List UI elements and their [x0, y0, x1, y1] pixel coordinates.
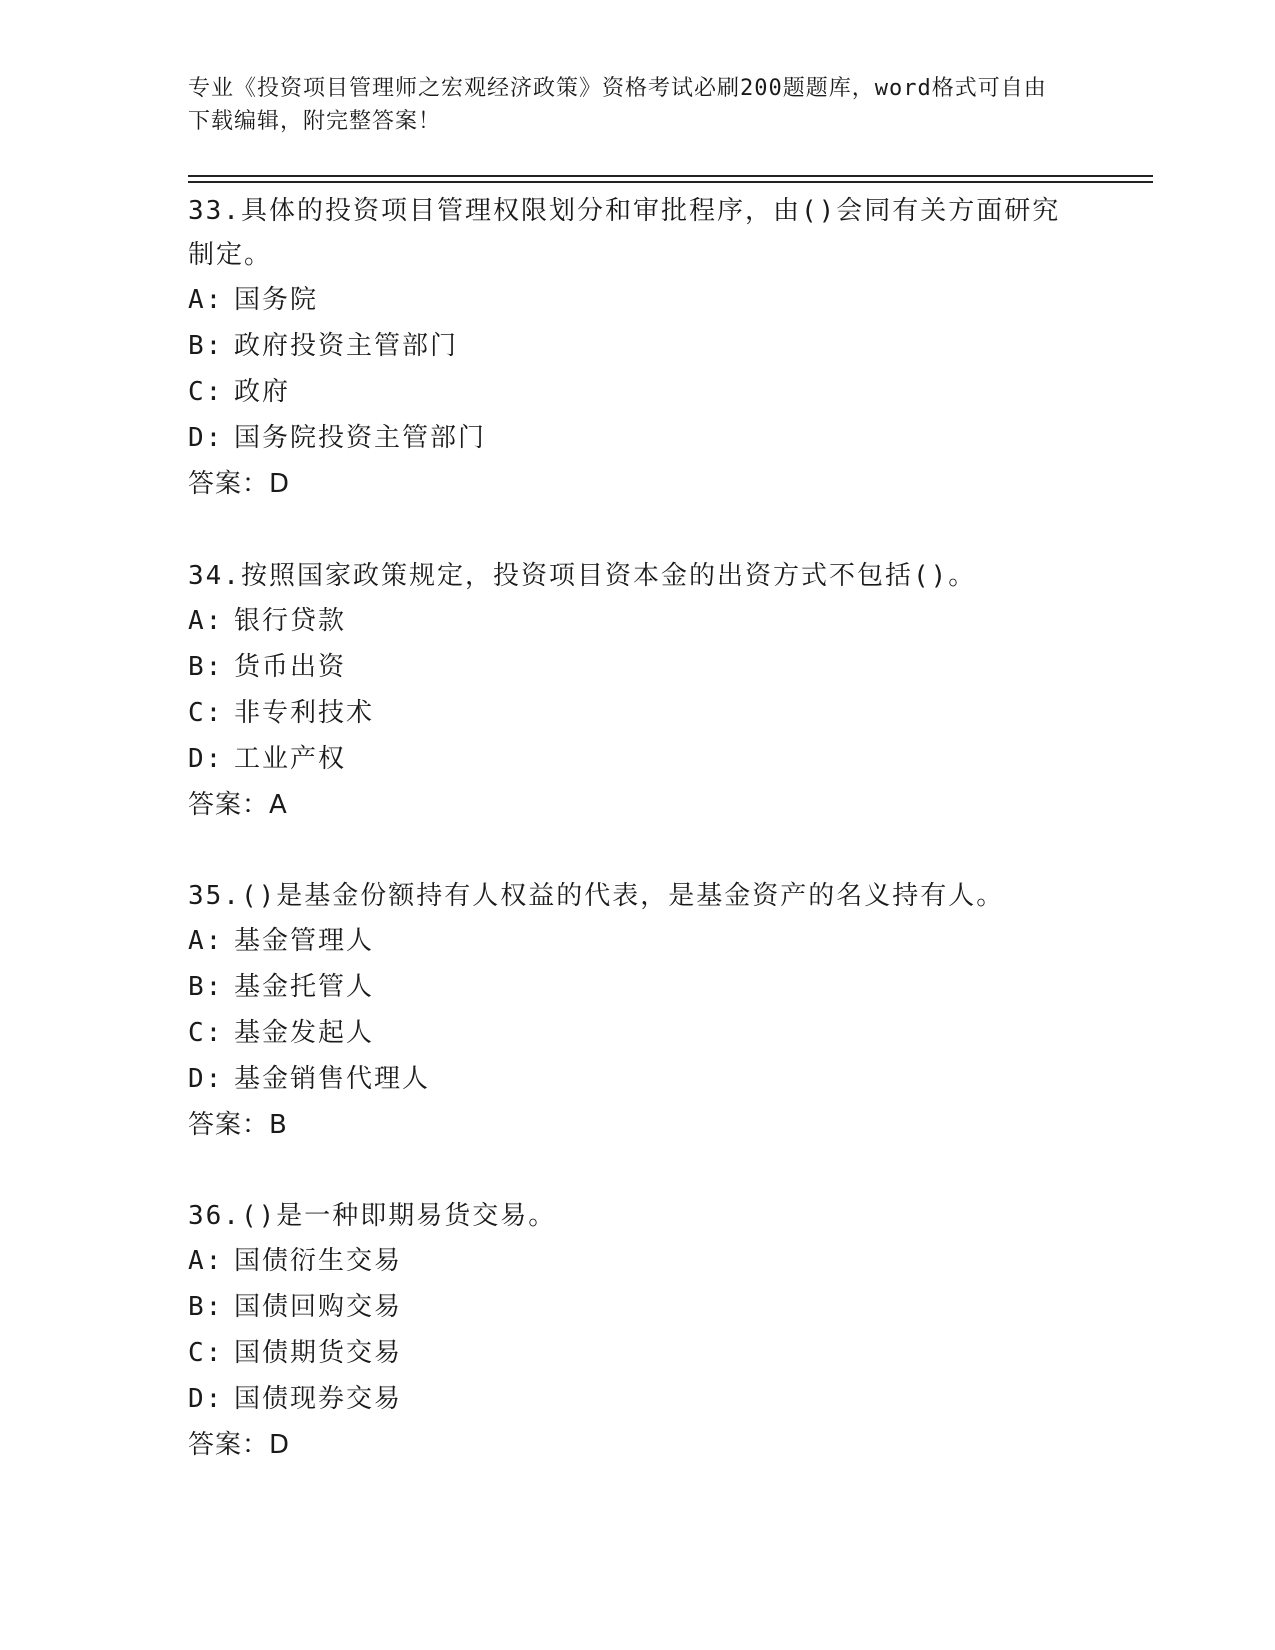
- option-text: 政府: [234, 377, 291, 407]
- option-text: 政府投资主管部门: [234, 331, 459, 361]
- option-text: 银行贷款: [234, 606, 347, 636]
- option-key: D:: [188, 423, 224, 453]
- option-d: [188, 415, 1088, 461]
- option-text: 非专利技术: [234, 698, 375, 728]
- option-text: 国债回购交易: [234, 1292, 403, 1322]
- option-key: B:: [188, 652, 224, 682]
- option-text: 工业产权: [234, 744, 347, 774]
- option-text: 基金管理人: [234, 926, 375, 956]
- option-key: A:: [188, 1246, 224, 1276]
- option-key: C:: [188, 1338, 224, 1368]
- header-divider-bottom: [188, 181, 1153, 183]
- option-key: B:: [188, 331, 224, 361]
- question-stem: 34.按照国家政策规定，投资项目资本金的出资方式不包括()。: [188, 561, 977, 591]
- option-d: [188, 736, 1088, 782]
- option-key: D:: [188, 1064, 224, 1094]
- option-text: 基金发起人: [234, 1018, 375, 1048]
- option-text: 国债现券交易: [234, 1384, 403, 1414]
- option-text: 国务院: [234, 285, 319, 315]
- option-c: [188, 1010, 1088, 1056]
- option-key: B:: [188, 1292, 224, 1322]
- option-text: 国务院投资主管部门: [234, 423, 487, 453]
- option-d: [188, 1376, 1088, 1422]
- option-key: B:: [188, 972, 224, 1002]
- option-b: [188, 644, 1088, 690]
- question-35: [188, 874, 1088, 1148]
- option-text: 基金销售代理人: [234, 1064, 431, 1094]
- question-36: [188, 1194, 1088, 1468]
- option-text: 基金托管人: [234, 972, 375, 1002]
- answer-line: 答案：D: [188, 1430, 291, 1460]
- option-text: 货币出资: [234, 652, 347, 682]
- header-divider-top: [188, 175, 1153, 177]
- option-a: [188, 277, 1088, 323]
- option-d: [188, 1056, 1088, 1102]
- option-c: [188, 369, 1088, 415]
- option-a: [188, 918, 1088, 964]
- option-key: A:: [188, 926, 224, 956]
- option-key: D:: [188, 744, 224, 774]
- document-header: 专业《投资项目管理师之宏观经济政策》资格考试必刷200题题库，word格式可自由下载编辑，附完整答案！: [188, 76, 1047, 134]
- answer-line: 答案：A: [188, 790, 288, 820]
- question-33: [188, 189, 1088, 507]
- question-34: [188, 554, 1088, 828]
- option-text: 国债衍生交易: [234, 1246, 403, 1276]
- option-a: [188, 598, 1088, 644]
- option-c: [188, 690, 1088, 736]
- question-stem: 33.具体的投资项目管理权限划分和审批程序，由()会同有关方面研究制定。: [188, 196, 1061, 270]
- answer-line: 答案：B: [188, 1110, 288, 1140]
- option-key: A:: [188, 606, 224, 636]
- option-text: 国债期货交易: [234, 1338, 403, 1368]
- option-b: [188, 964, 1088, 1010]
- option-b: [188, 1284, 1088, 1330]
- option-c: [188, 1330, 1088, 1376]
- option-b: [188, 323, 1088, 369]
- question-stem: 36.()是一种即期易货交易。: [188, 1201, 557, 1231]
- option-a: [188, 1238, 1088, 1284]
- option-key: C:: [188, 377, 224, 407]
- option-key: A:: [188, 285, 224, 315]
- answer-line: 答案：D: [188, 469, 291, 499]
- question-stem: 35.()是基金份额持有人权益的代表，是基金资产的名义持有人。: [188, 881, 1005, 911]
- option-key: D:: [188, 1384, 224, 1414]
- option-key: C:: [188, 1018, 224, 1048]
- option-key: C:: [188, 698, 224, 728]
